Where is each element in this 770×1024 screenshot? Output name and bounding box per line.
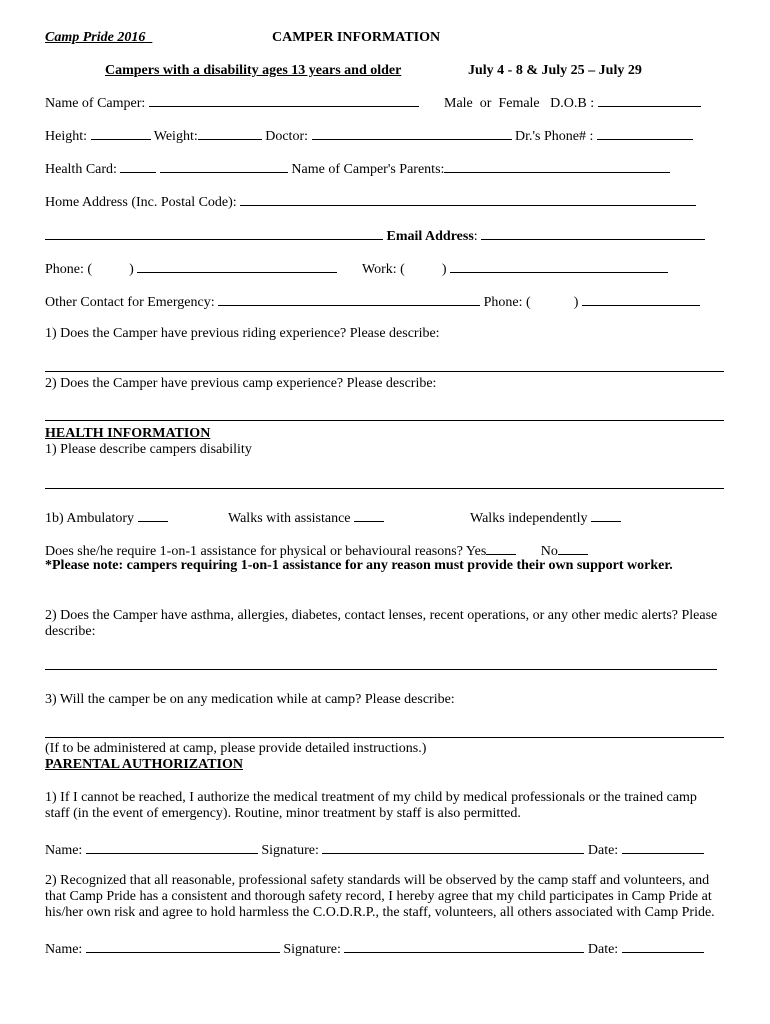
camp-experience-answer-line[interactable] bbox=[45, 420, 724, 421]
address-row bbox=[45, 192, 696, 211]
medical-alerts-answer-line[interactable] bbox=[45, 669, 717, 670]
parents-field[interactable] bbox=[444, 159, 670, 173]
emergency-contact-field[interactable] bbox=[218, 292, 480, 306]
date-field-2[interactable] bbox=[622, 939, 704, 953]
work-phone-row bbox=[362, 259, 668, 278]
dob-label: D.O.B : bbox=[550, 96, 595, 111]
phone-label: Phone: ( bbox=[45, 262, 93, 277]
yes-field[interactable] bbox=[486, 541, 516, 555]
email-label: Email Address bbox=[386, 229, 474, 244]
male-option[interactable]: Male bbox=[444, 96, 473, 111]
medical-alerts-question: 2) Does the Camper have asthma, allergies, diabetes, contact lenses, recent operations, or any other medic alerts? Please describe: bbox=[45, 608, 718, 639]
administered-note: (If to be administered at camp, please provide detailed instructions.) bbox=[45, 741, 427, 756]
address-label: Home Address (Inc. Postal Code): bbox=[45, 195, 237, 210]
camp-experience-question: 2) Does the Camper have previous camp experience? Please describe: bbox=[45, 376, 437, 391]
walks-assistance-field[interactable] bbox=[354, 508, 384, 522]
disability-answer-line[interactable] bbox=[45, 488, 724, 489]
date-field-1[interactable] bbox=[622, 840, 704, 854]
dob-field[interactable] bbox=[598, 93, 701, 107]
ambulatory-row bbox=[45, 508, 168, 527]
emergency-label: Other Contact for Emergency: bbox=[45, 295, 215, 310]
name-label-1: Name: bbox=[45, 843, 83, 858]
medication-answer-line[interactable] bbox=[45, 737, 724, 738]
female-option[interactable]: Female bbox=[498, 96, 540, 111]
authorization-sign-row-1 bbox=[45, 840, 704, 859]
height-field[interactable] bbox=[91, 126, 151, 140]
or-text: or bbox=[479, 96, 492, 111]
camp-dates: July 4 - 8 & July 25 – July 29 bbox=[468, 63, 642, 78]
name-field-2[interactable] bbox=[86, 939, 280, 953]
yes-label: Yes bbox=[465, 544, 487, 559]
dr-phone-label: Dr.'s Phone# : bbox=[515, 129, 594, 144]
address-field[interactable] bbox=[240, 192, 696, 206]
parental-authorization-heading: PARENTAL AUTHORIZATION bbox=[45, 757, 243, 772]
signature-field-1[interactable] bbox=[322, 840, 584, 854]
work-close-paren: ) bbox=[441, 262, 447, 277]
signature-label-1: Signature: bbox=[261, 843, 319, 858]
weight-label: Weight: bbox=[153, 129, 198, 144]
address-line2-field[interactable] bbox=[45, 226, 383, 240]
health-card-label: Health Card: bbox=[45, 162, 117, 177]
health-card-row bbox=[45, 159, 670, 178]
dr-phone-field[interactable] bbox=[597, 126, 693, 140]
riding-experience-question: 1) Does the Camper have previous riding experience? Please describe: bbox=[45, 326, 440, 341]
height-row bbox=[45, 126, 693, 145]
email-row bbox=[45, 226, 705, 245]
form-title: CAMPER INFORMATION bbox=[272, 30, 441, 45]
phone-row bbox=[45, 259, 337, 278]
work-phone-field[interactable] bbox=[450, 259, 668, 273]
walks-independently-label: Walks independently bbox=[470, 511, 588, 526]
camper-name-field[interactable] bbox=[149, 93, 419, 107]
authorization-paragraph-2: 2) Recognized that all reasonable, professional safety standards will be observed by the camp staff and volunteers, and that Camp Pride has a consistent and thorough safety record, I hereby agree that my child participates in Camp Pride at his/her own risk and agree to hold harmless the C.O.D.R.P., the staff, volunteers, all others associated with Camp Pride. bbox=[45, 873, 715, 920]
name-label-2: Name: bbox=[45, 942, 83, 957]
health-card-version-field[interactable] bbox=[120, 159, 156, 173]
camp-name: Camp Pride 2016 bbox=[45, 30, 146, 45]
email-field[interactable] bbox=[481, 226, 705, 240]
no-field[interactable] bbox=[558, 541, 588, 555]
emergency-close-paren: ) bbox=[573, 295, 579, 310]
parents-label: Name of Camper's Parents: bbox=[291, 162, 445, 177]
authorization-paragraph-1: 1) If I cannot be reached, I authorize the medical treatment of my child by medical professionals or the trained camp staff (in the event of emergency). Routine, minor treatment by staff is also permitted. bbox=[45, 790, 697, 821]
signature-field-2[interactable] bbox=[344, 939, 584, 953]
email-colon: : bbox=[473, 229, 478, 244]
ambulatory-label: 1b) Ambulatory bbox=[45, 511, 135, 526]
phone-field[interactable] bbox=[137, 259, 337, 273]
date-label-1: Date: bbox=[587, 843, 619, 858]
work-phone-label: Work: ( bbox=[362, 262, 405, 277]
walks-assistance-label: Walks with assistance bbox=[228, 511, 351, 526]
no-label: No bbox=[540, 544, 558, 559]
support-worker-note: *Please note: campers requiring 1-on-1 assistance for any reason must provide their own support worker. bbox=[45, 558, 673, 573]
signature-label-2: Signature: bbox=[283, 942, 341, 957]
health-info-heading: HEALTH INFORMATION bbox=[45, 426, 211, 441]
weight-field[interactable] bbox=[198, 126, 262, 140]
subtitle: Campers with a disability ages 13 years and older bbox=[105, 63, 402, 78]
disability-question: 1) Please describe campers disability bbox=[45, 442, 252, 457]
emergency-phone-label: Phone: ( bbox=[483, 295, 531, 310]
authorization-sign-row-2 bbox=[45, 939, 704, 958]
walks-independently-field[interactable] bbox=[591, 508, 621, 522]
phone-close-paren: ) bbox=[129, 262, 134, 277]
walks-assistance-row bbox=[228, 508, 384, 527]
walks-independently-row bbox=[470, 508, 621, 527]
doctor-label: Doctor: bbox=[265, 129, 308, 144]
emergency-row bbox=[45, 292, 700, 311]
doctor-field[interactable] bbox=[312, 126, 512, 140]
name-field-1[interactable] bbox=[86, 840, 258, 854]
one-on-one-question: Does she/he require 1-on-1 assistance for physical or behavioural reasons? bbox=[45, 544, 463, 559]
gender-dob-row bbox=[444, 93, 701, 112]
riding-experience-answer-line[interactable] bbox=[45, 371, 724, 372]
name-row bbox=[45, 93, 419, 112]
date-label-2: Date: bbox=[587, 942, 619, 957]
height-label: Height: bbox=[45, 129, 87, 144]
ambulatory-field[interactable] bbox=[138, 508, 168, 522]
emergency-phone-field[interactable] bbox=[582, 292, 700, 306]
camper-name-label: Name of Camper: bbox=[45, 96, 146, 111]
medication-question: 3) Will the camper be on any medication while at camp? Please describe: bbox=[45, 692, 455, 707]
health-card-field[interactable] bbox=[160, 159, 288, 173]
